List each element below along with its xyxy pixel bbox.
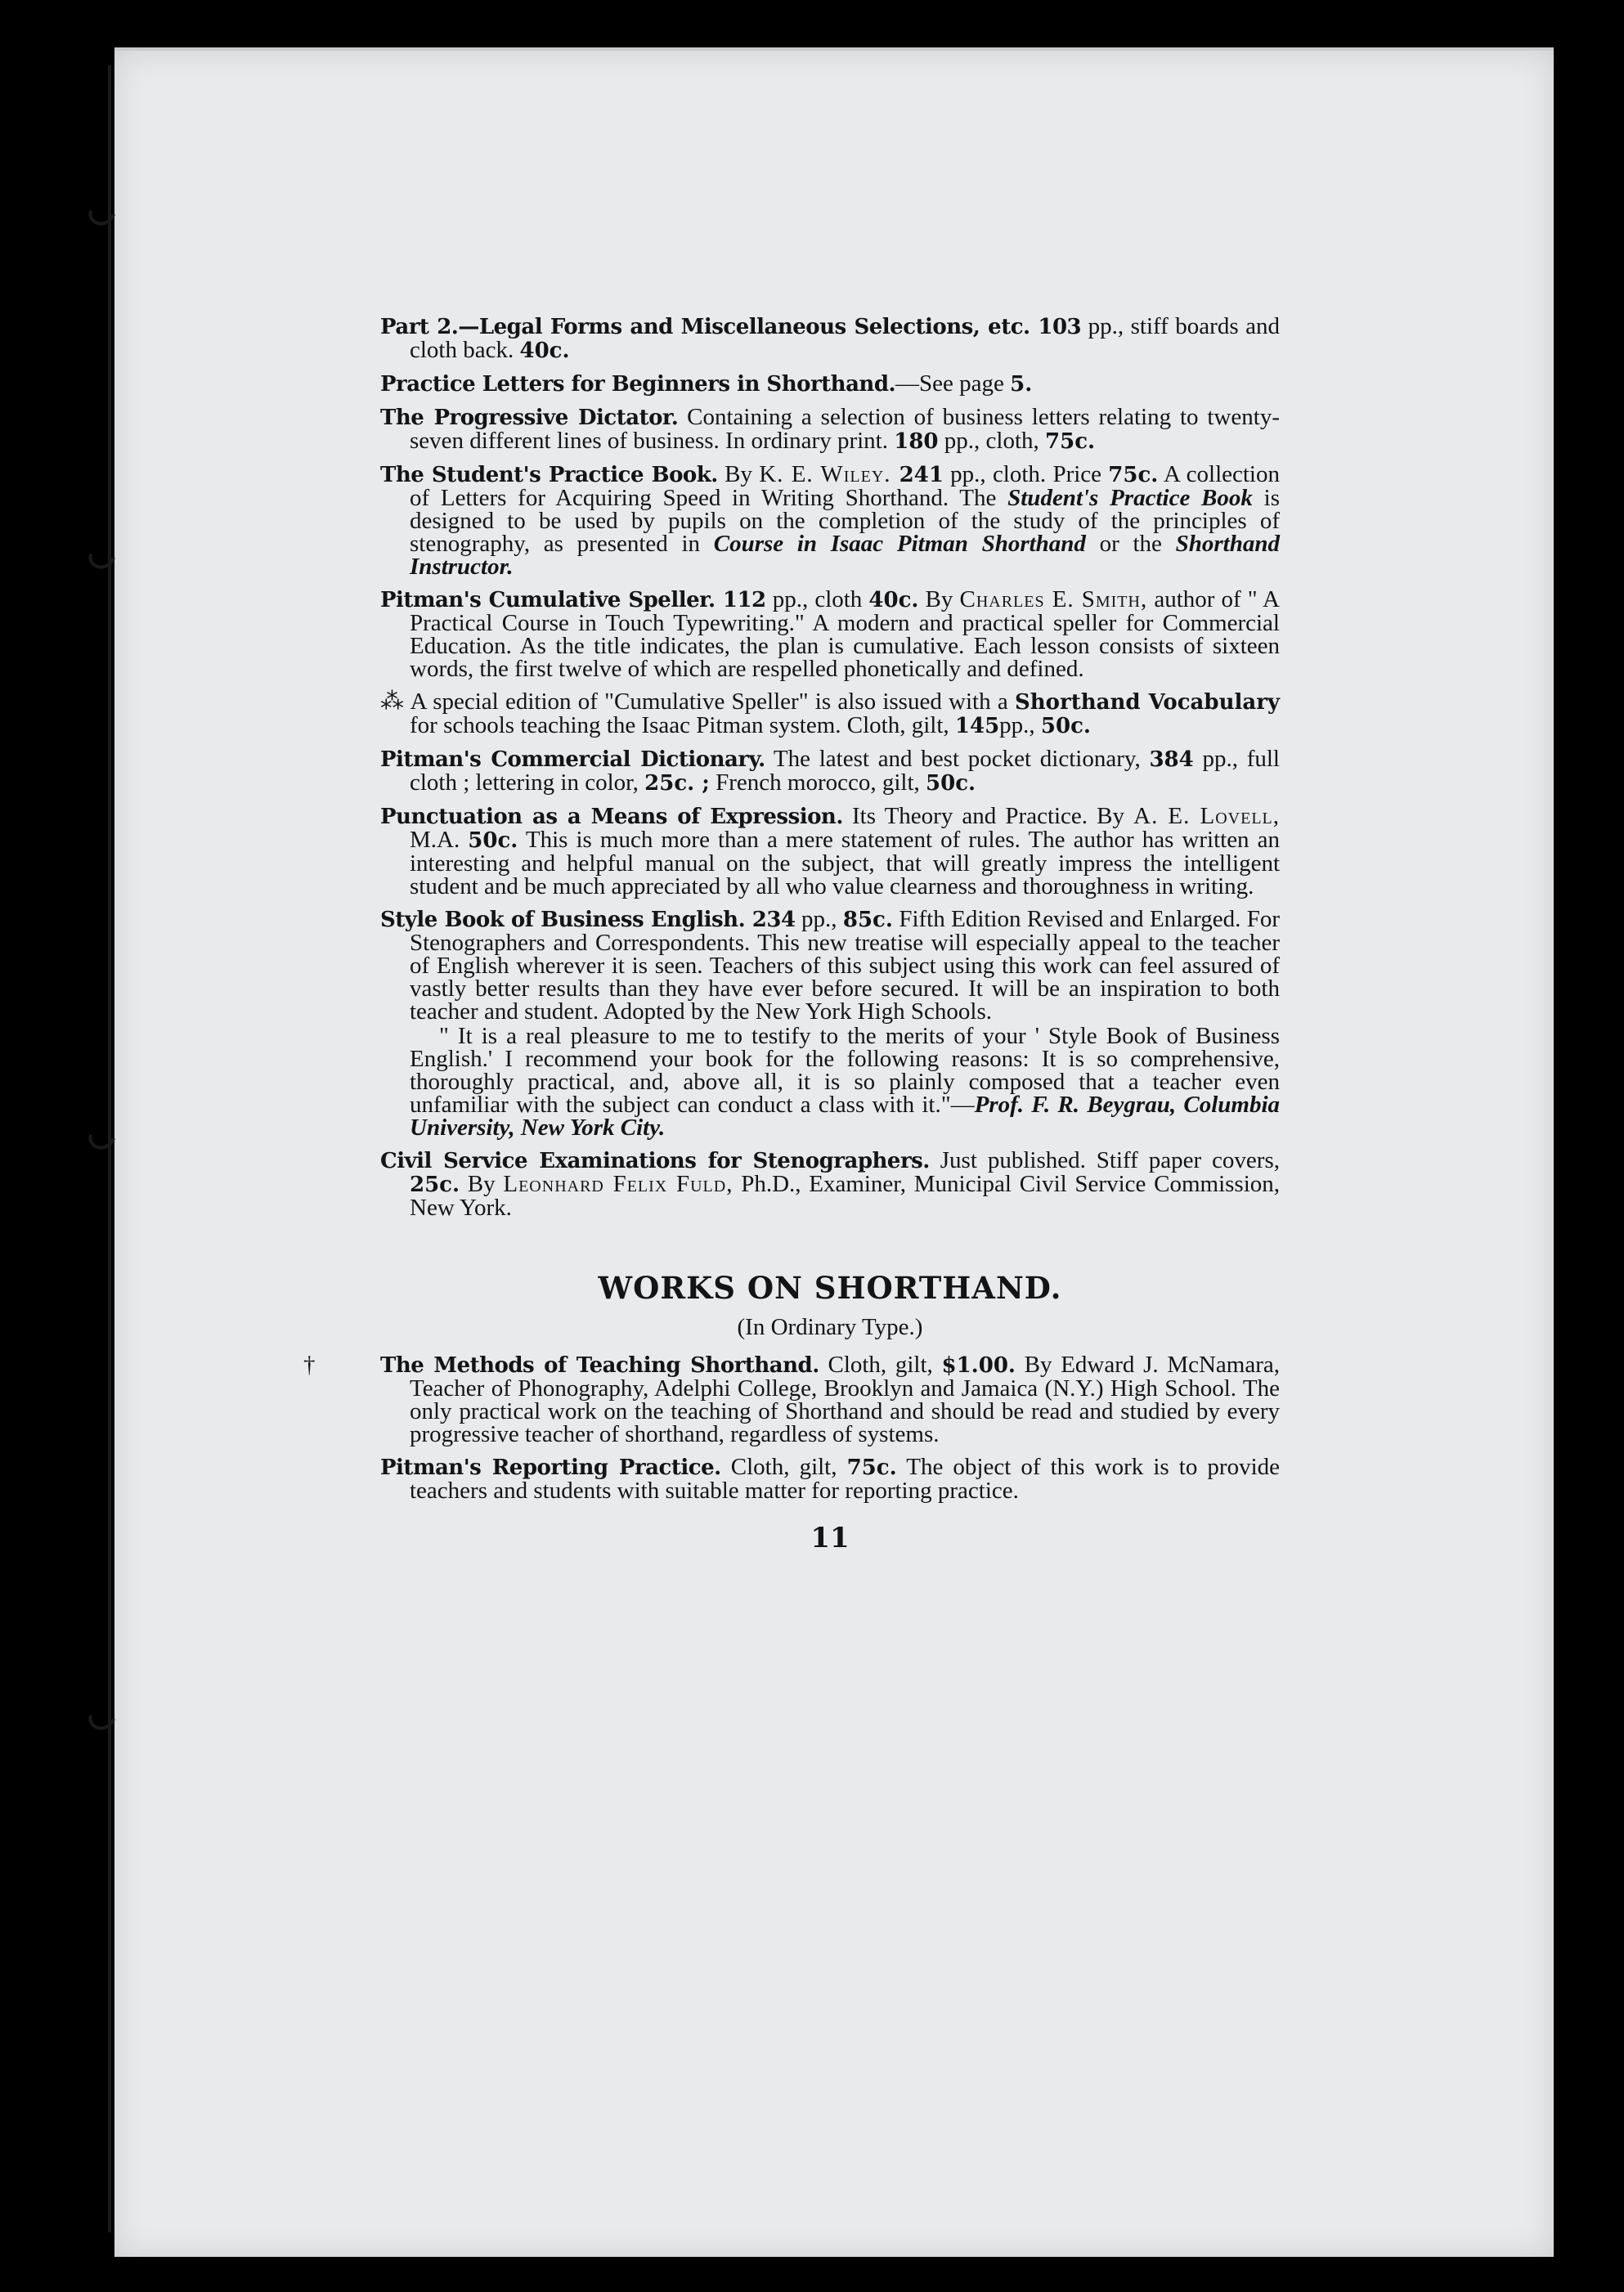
entry-pages: 180: [894, 429, 939, 454]
catalogue-text: [380, 313, 1281, 1554]
entry-page-ref: 5.: [1010, 372, 1033, 397]
catalogue-entry: [380, 1149, 1280, 1219]
catalogue-entry: [380, 406, 1280, 453]
catalogue-entry: [380, 463, 1280, 578]
quote-attribution: Prof. F. R. Beygrau, Columbia University, New York City.: [410, 1092, 1281, 1141]
entry-text: pp.,: [795, 906, 843, 932]
entry-text: Cloth, gilt,: [819, 1352, 942, 1378]
entry-text: By Edward J. McNamara, Teacher of Phonography, Adelphi College, Brooklyn and Jamaica (N.Y.) High School. The only practical work on the teaching of Shorthand and should be read and studied by every progressive teacher of shorthand, regardless of systems.: [410, 1352, 1280, 1447]
catalogue-entry: [380, 315, 1280, 362]
entry-price: 40c.: [519, 339, 570, 363]
entry-text: By: [918, 586, 960, 612]
entry-text: pp., cloth,: [938, 428, 1046, 454]
entry-author: A. E. Lovell,: [1133, 803, 1281, 829]
catalogue-entry: [380, 1353, 1280, 1446]
entry-author: K. E. Wiley.: [759, 461, 891, 487]
entry-pages: 384: [1149, 747, 1194, 772]
entry-italic-title: Student's Practice Book: [1007, 485, 1253, 511]
entry-text: The object of this work is to provide teachers and students with suitable matter for reporting practice.: [410, 1454, 1280, 1504]
entry-text: Ph.D., Examiner, Municipal Civil Service Commission, New York.: [410, 1171, 1281, 1221]
entry-text: for schools teaching the Isaac Pitman system. Cloth, gilt,: [410, 712, 955, 738]
entry-title: Pitman's Reporting Practice.: [380, 1455, 721, 1480]
quote-text: " It is a real pleasure to me to testify to the merits of your ' Style Book of Business English.' I recommend your book for the following reasons: It is so comprehensive, thoroughly practical, and, above all, it is so plainly composed that a teacher even unfamiliar with the subject can conduct a class with it."—: [410, 1023, 1280, 1118]
entry-text: M.A.: [410, 827, 469, 853]
catalogue-entry: [380, 747, 1280, 795]
entry-price: 25c. ;: [644, 771, 710, 796]
catalogue-entry: [380, 1455, 1280, 1502]
entry-text: By: [460, 1171, 504, 1197]
entry-text: Fifth Edition Revised and Enlarged. For Stenographers and Correspondents. This new treatise will especially appeal to the teacher of English wherever it is seen. Teachers of this subject using this work can feel assured of vastly better results than they have ever before secured. It will be an inspiration to both teacher and student. Adopted by the New York High Schools.: [410, 906, 1281, 1025]
entry-title: Punctuation as a Means of Expression.: [380, 805, 843, 829]
entry-pages: 145: [954, 714, 1000, 738]
page-number: 11: [810, 1522, 850, 1554]
asterism-mark: ⁂: [380, 688, 405, 715]
entry-bold-term: Shorthand Vocabulary: [1014, 690, 1281, 715]
entry-title: Style Book of Business English. 234: [380, 908, 796, 932]
entry-text: The latest and best pocket dictionary,: [765, 746, 1150, 772]
entry-price: 50c.: [926, 771, 976, 796]
entry-title: Pitman's Cumulative Speller. 112: [380, 588, 766, 612]
entry-text: —See page: [895, 370, 1011, 397]
entry-text: pp., cloth. Price: [943, 461, 1109, 487]
entry-text: pp.,: [999, 712, 1041, 738]
catalogue-entry: [380, 588, 1280, 680]
entry-text: Its Theory and Practice. By: [842, 803, 1134, 829]
entry-author: Charles E. Smith,: [959, 586, 1148, 612]
entry-price: 75c.: [1045, 429, 1096, 454]
entry-price: 85c.: [842, 908, 893, 932]
entry-text: or the: [1085, 531, 1176, 557]
entry-price: 50c.: [468, 828, 518, 853]
catalogue-note: [380, 690, 1280, 738]
entry-price: 75c.: [846, 1455, 897, 1480]
catalogue-entry: [380, 805, 1280, 898]
entry-text: French morocco, gilt,: [709, 769, 926, 796]
entry-title: Civil Service Examinations for Stenographers.: [380, 1149, 930, 1173]
entry-text: pp., stiff boards and cloth back.: [410, 313, 1280, 363]
entry-price: 40c.: [868, 588, 919, 612]
entry-pages: 241: [891, 463, 944, 487]
testimonial-quote: [410, 1025, 1280, 1139]
entry-text: pp., cloth: [765, 586, 869, 612]
entry-text: A collection of Letters for Acquiring Speed in Writing Shorthand. The: [410, 461, 1280, 511]
section-heading: WORKS ON SHORTHAND.: [598, 1270, 1062, 1306]
entry-title: Part 2.—Legal Forms and Miscellaneous Selections, etc. 103: [380, 315, 1082, 339]
entry-price: 75c.: [1108, 463, 1159, 487]
entry-price: 50c.: [1040, 714, 1091, 738]
entry-title: The Methods of Teaching Shorthand.: [380, 1353, 819, 1378]
entry-title: Pitman's Commercial Dictionary.: [380, 747, 765, 772]
section-subheading: (In Ordinary Type.): [737, 1314, 923, 1340]
entry-text: author of " A Practical Course in Touch Typewriting." A modern and practical speller for Commercial Education. As the title indicates, the plan is cumulative. Each lesson consists of sixteen words, the first twelve of which are respelled phonetically and defined.: [410, 586, 1280, 682]
entry-text: Cloth, gilt,: [720, 1454, 847, 1480]
catalogue-entry: [380, 908, 1280, 1023]
entry-price: $1.00.: [941, 1353, 1016, 1378]
entry-text: Containing a selection of business letters relating to twenty-seven different lines of business. In ordinary print.: [410, 404, 1280, 454]
entry-italic-title: Course in Isaac Pitman Shorthand: [713, 531, 1086, 557]
binding-edge: [108, 65, 111, 2232]
entry-text: Just published. Stiff paper covers,: [929, 1147, 1280, 1173]
entry-title: Practice Letters for Beginners in Shorthand.: [380, 372, 896, 397]
entry-italic-title: Shorthand Instructor.: [410, 531, 1280, 580]
entry-author: Leonhard Felix Fuld,: [503, 1171, 733, 1197]
entry-text: is designed to be used by pupils on the completion of the study of the principles of stenography, as presented in: [410, 485, 1280, 557]
entry-text: pp., full cloth ; lettering in color,: [410, 746, 1280, 796]
entry-title: The Progressive Dictator.: [380, 406, 679, 430]
catalogue-entry: [380, 372, 1280, 396]
entry-title: The Student's Practice Book.: [380, 463, 718, 487]
entry-price: 25c.: [410, 1173, 460, 1197]
entry-text: By: [717, 461, 760, 487]
entry-text: This is much more than a mere statement of rules. The author has written an interesting and helpful manual on the subject, that will greatly impress the intelligent student and be much appreciated by all who value clearness and thoroughness in writing.: [410, 827, 1280, 899]
entry-text: A special edition of "Cumulative Speller" is also issued with a: [405, 688, 1015, 715]
